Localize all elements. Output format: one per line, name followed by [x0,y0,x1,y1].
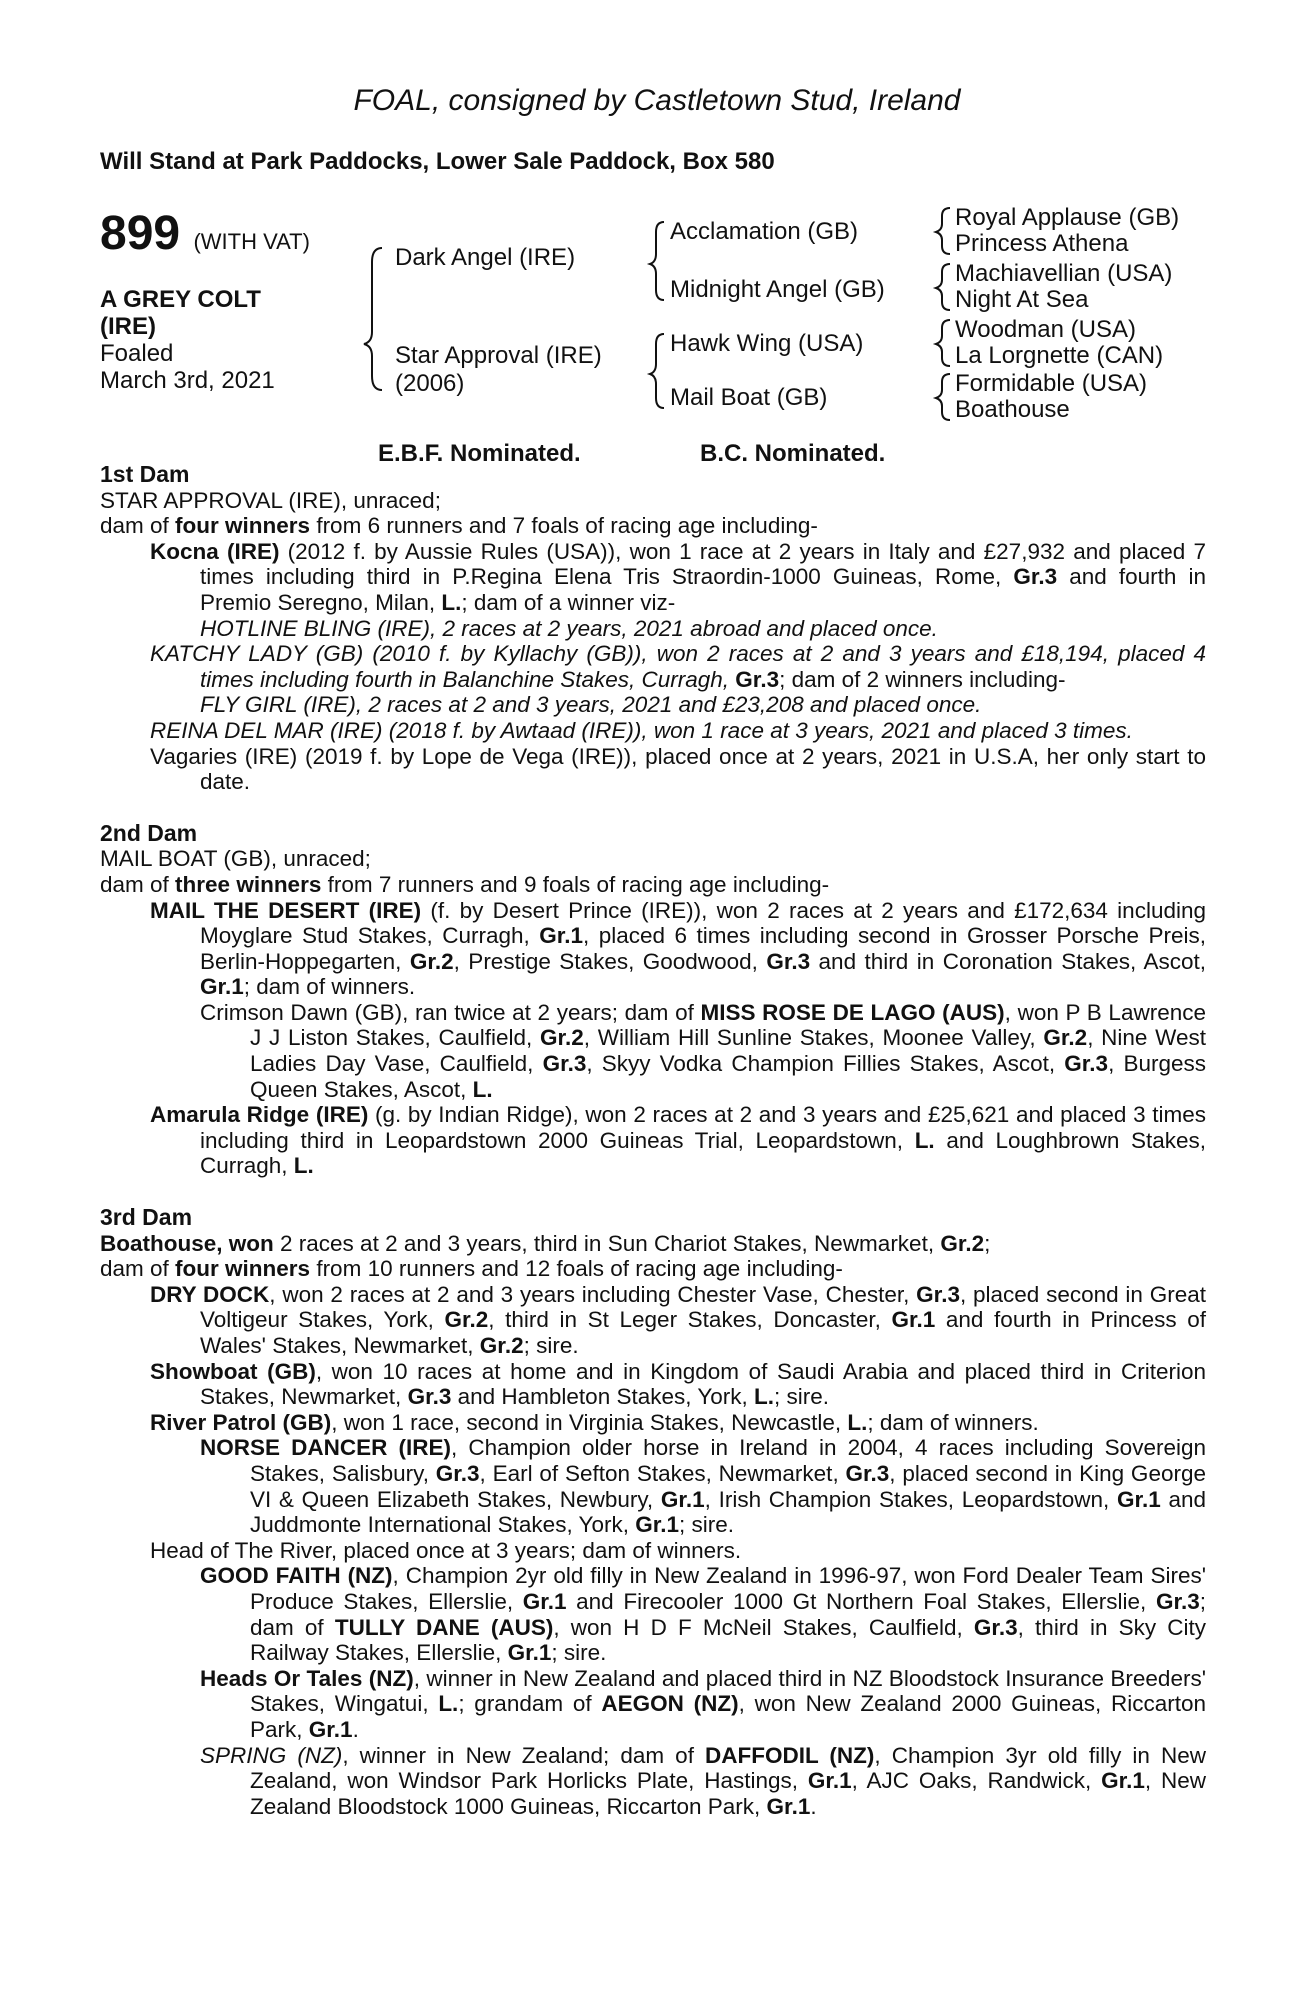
lot-number-value: 899 [100,207,181,260]
offspring-reina: REINA DEL MAR (IRE) (2018 f. by Awtaad (IRE)), won 1 race at 3 years, 2021 and placed 3 times. [150,717,1133,743]
second-dam-intro: MAIL BOAT (GB), unraced; [100,846,371,872]
sire-sire: Acclamation (GB) [670,218,859,245]
offspring-amarula: Amarula Ridge (IRE) (g. by Indian Ridge), won 2 races at 2 and 3 years and £25,621 and placed 3 times including third in Leopardstown 2000 Guineas Trial, Leopardstown, L. and Loughbrown Stakes, Curragh, L. [150,1102,1206,1179]
pedigree-notes [100,462,1206,1819]
offspring-mail-the-desert: MAIL THE DESERT (IRE) (f. by Desert Prince (IRE)), won 2 races at 2 years and £172,634 including Moyglare Stud Stakes, Curragh, Gr.1, placed 6 times including second in Grosser Porsche Preis, Berlin-Hoppegarten, Gr.2, Prestige Stakes, Goodwood, Gr.3 and third in Coronation Stakes, Ascot, Gr.1; dam of winners. [150,897,1207,1000]
dds: Formidable (USA) [955,370,1148,397]
second-dam-heading: 2nd Dam [100,819,198,846]
offspring-hotline: HOTLINE BLING (IRE), 2 races at 2 years, 2021 abroad and placed once. [200,615,938,641]
offspring-dry-dock: DRY DOCK, won 2 races at 2 and 3 years including Chester Vase, Chester, Gr.3, placed second in Great Voltigeur Stakes, York, Gr.2, third in St Leger Stakes, Doncaster, Gr.1 and fourth in Princess of Wales' Stakes, Newmarket, Gr.2; sire. [150,1281,1206,1358]
offspring-river-patrol: River Patrol (GB), won 1 race, second in Virginia Stakes, Newcastle, L.; dam of winners. [150,1409,1039,1435]
vat-label: (WITH VAT) [193,229,310,254]
dss: Woodman (USA) [955,316,1136,343]
offspring-head-of-river: Head of The River, placed once at 3 years; dam of winners. [150,1537,742,1563]
horse-type: A GREY COLT [100,286,261,313]
dam-sire: Hawk Wing (USA) [670,330,864,357]
dam-dam: Mail Boat (GB) [670,384,828,411]
third-dam-intro: Boathouse, won 2 races at 2 and 3 years, third in Sun Chariot Stakes, Newmarket, Gr.2; [100,1230,991,1256]
horse-country: (IRE) [100,313,156,340]
ebf-nominated: E.B.F. Nominated. [378,440,581,467]
offspring-spring: SPRING (NZ), winner in New Zealand; dam of DAFFODIL (NZ), Champion 3yr old filly in New Zealand, won Windsor Park Horlicks Plate, Hastings, Gr.1, AJC Oaks, Randwick, Gr.1, New Zealand Bloodstock 1000 Guineas, Riccarton Park, Gr.1. [200,1742,1206,1819]
dsd: La Lorgnette (CAN) [955,342,1164,369]
sds: Machiavellian (USA) [955,260,1173,287]
offspring-katchy: KATCHY LADY (GB) (2010 f. by Kyllachy (GB)), won 2 races at 2 and 3 years and £18,194, placed 4 times including fourth in Balanchine Stakes, Curragh, Gr.3; dam of 2 winners including- [150,641,1206,692]
offspring-kocna: Kocna (IRE) (2012 f. by Aussie Rules (USA)), won 1 race at 2 years in Italy and £27,932 and placed 7 times including third in P.Regina Elena Tris Straordin-1000 Guineas, Rome, Gr.3 and fourth in Premio Seregno, Milan, L.; dam of a winner viz- [150,538,1206,615]
offspring-fly: FLY GIRL (IRE), 2 races at 2 and 3 years, 2021 and £23,208 and placed once. [200,692,982,718]
ddd: Boathouse [955,396,1070,423]
first-dam-heading: 1st Dam [100,461,190,487]
sire-dam: Midnight Angel (GB) [670,276,885,303]
first-dam-intro: STAR APPROVAL (IRE), unraced; [100,487,441,513]
foaled-label: Foaled [100,340,174,367]
stand-location: Will Stand at Park Paddocks, Lower Sale Paddock, Box 580 [100,148,775,175]
second-dam-summary: dam of three winners from 7 runners and 9 foals of racing age including- [100,871,830,897]
dam: Star Approval (IRE) [395,342,602,369]
first-dam-summary: dam of four winners from 6 runners and 7 foals of racing age including- [100,513,818,539]
sire: Dark Angel (IRE) [395,244,576,271]
sss: Royal Applause (GB) [955,204,1180,231]
offspring-norse-dancer: NORSE DANCER (IRE), Champion older horse in Ireland in 2004, 4 races including Sovereign Stakes, Salisbury, Gr.3, Earl of Sefton Stakes, Newmarket, Gr.3, placed second in King George VI & Queen Elizabeth Stakes, Newbury, Gr.1, Irish Champion Stakes, Leopardstown, Gr.1 and Juddmonte International Stakes, York, Gr.1; sire. [200,1435,1206,1538]
sdd: Night At Sea [955,286,1089,313]
offspring-vagaries: Vagaries (IRE) (2019 f. by Lope de Vega (IRE)), placed once at 2 years, 2021 in U.S.A, her only start to date. [150,743,1206,795]
offspring-crimson: Crimson Dawn (GB), ran twice at 2 years; dam of MISS ROSE DE LAGO (AUS), won P B Lawrence J J Liston Stakes, Caulfield, Gr.2, William Hill Sunline Stakes, Moonee Valley, Gr.2, Nine West Ladies Day Vase, Caulfield, Gr.3, Skyy Vodka Champion Fillies Stakes, Ascot, Gr.3, Burgess Queen Stakes, Ascot, L. [200,999,1207,1102]
dam-year: (2006) [395,370,465,397]
offspring-showboat: Showboat (GB), won 10 races at home and in Kingdom of Saudi Arabia and placed third in Criterion Stakes, Newmarket, Gr.3 and Hambleton Stakes, York, L.; sire. [150,1358,1206,1410]
ssd: Princess Athena [955,230,1129,257]
third-dam-summary: dam of four winners from 10 runners and 12 foals of racing age including- [100,1256,843,1282]
bc-nominated: B.C. Nominated. [700,440,886,467]
consignor-header: FOAL, consigned by Castletown Stud, Ireland [353,84,961,117]
foaled-date: March 3rd, 2021 [100,367,275,394]
offspring-good-faith: GOOD FAITH (NZ), Champion 2yr old filly in New Zealand in 1996-97, won Ford Dealer Team Sires' Produce Stakes, Ellerslie, Gr.1 and Firecooler 1000 Gt Northern Foal Stakes, Ellerslie, Gr.3; dam of TULLY DANE (AUS), won H D F McNeil Stakes, Caulfield, Gr.3, third in Sky City Railway Stakes, Ellerslie, Gr.1; sire. [200,1563,1207,1666]
offspring-heads-or-tales: Heads Or Tales (NZ), winner in New Zealand and placed third in NZ Bloodstock Insurance Breeders' Stakes, Wingatui, L.; grandam of AEGON (NZ), won New Zealand 2000 Guineas, Riccarton Park, Gr.1. [200,1665,1206,1742]
third-dam-heading: 3rd Dam [100,1204,193,1231]
